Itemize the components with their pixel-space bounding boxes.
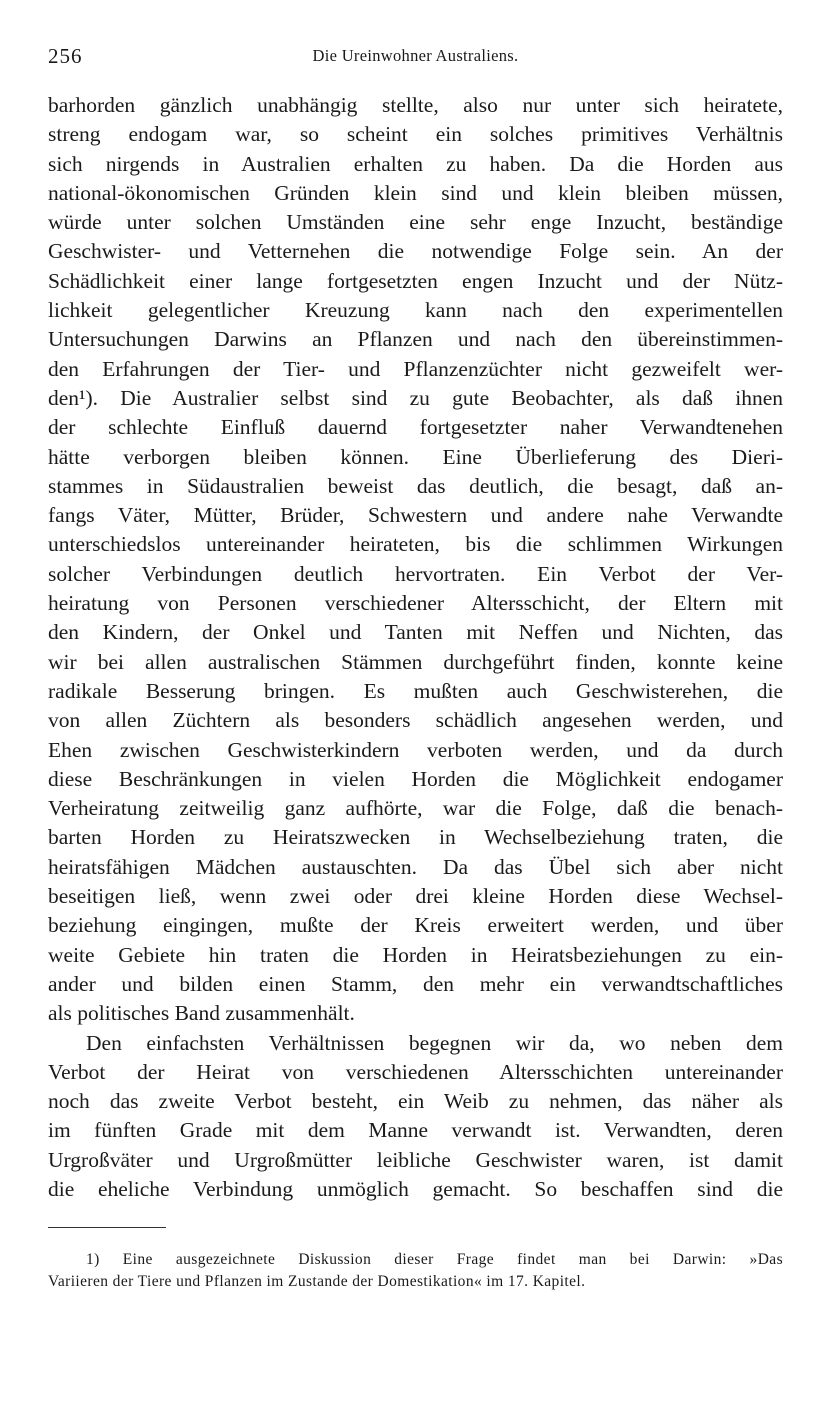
text-line: der schlechte Einfluß dauernd fortgesetzter naher Verwandtenehen — [48, 415, 783, 440]
text-line: unterschiedslos untereinander heirateten, bis die schlimmen Wirkungen — [48, 532, 783, 557]
text-line: stammes in Südaustralien beweist das deutlich, die besagt, daß an- — [48, 473, 783, 498]
footnote-line: Variieren der Tiere und Pflanzen im Zustande der Domestikation« im 17. Kapitel. — [48, 1273, 586, 1290]
page-header — [48, 44, 783, 72]
text-line: Urgroßväter und Urgroßmütter leibliche Geschwister waren, ist damit — [48, 1147, 783, 1172]
running-title: Die Ureinwohner Australiens. — [312, 46, 519, 65]
body-text — [48, 91, 783, 1204]
text-line: national-ökonomischen Gründen klein sind und klein bleiben müssen, — [48, 180, 783, 205]
text-line: hätte verborgen bleiben können. Eine Überlieferung des Dieri- — [48, 444, 783, 469]
text-line: Untersuchungen Darwins an Pflanzen und nach den übereinstimmen- — [48, 327, 783, 352]
text-line: radikale Besserung bringen. Es mußten auch Geschwisterehen, die — [48, 678, 783, 703]
page-number: 256 — [48, 44, 83, 68]
text-line: Ehen zwischen Geschwisterkindern verboten werden, und da durch — [48, 737, 783, 762]
footnote-divider — [48, 1227, 166, 1228]
text-line: im fünften Grade mit dem Manne verwandt ist. Verwandten, deren — [48, 1118, 783, 1143]
text-line: solcher Verbindungen deutlich hervortraten. Ein Verbot der Ver- — [48, 561, 783, 586]
text-line: noch das zweite Verbot besteht, ein Weib zu nehmen, das näher als — [48, 1089, 783, 1114]
text-line: heiratung von Personen verschiedener Altersschicht, der Eltern mit — [48, 591, 783, 616]
text-line: Verheiratung zeitweilig ganz aufhörte, war die Folge, daß die benach- — [48, 796, 783, 821]
text-line: den Erfahrungen der Tier- und Pflanzenzüchter nicht gezweifelt wer- — [48, 356, 783, 381]
text-line: die eheliche Verbindung unmöglich gemacht. So beschaffen sind die — [48, 1176, 783, 1201]
text-line: heiratsfähigen Mädchen austauschten. Da das Übel sich aber nicht — [48, 854, 783, 879]
text-line: weite Gebiete hin traten die Horden in Heiratsbeziehungen zu ein- — [48, 942, 783, 967]
text-line: den Kindern, der Onkel und Tanten mit Neffen und Nichten, das — [48, 620, 783, 645]
text-line: sich nirgends in Australien erhalten zu haben. Da die Horden aus — [48, 151, 783, 176]
text-line: beseitigen ließ, wenn zwei oder drei kleine Horden diese Wechsel- — [48, 884, 783, 909]
text-line: barhorden gänzlich unabhängig stellte, also nur unter sich heiratete, — [48, 93, 783, 117]
text-line: von allen Züchtern als besonders schädlich angesehen werden, und — [48, 708, 783, 733]
text-line: Verbot der Heirat von verschiedenen Altersschichten untereinander — [48, 1059, 783, 1084]
text-line: Schädlichkeit einer lange fortgesetzten engen Inzucht und der Nütz- — [48, 268, 783, 293]
paragraph-start-line: Den einfachsten Verhältnissen begegnen wir da, wo neben dem — [86, 1030, 783, 1055]
text-line: ander und bilden einen Stamm, den mehr ein verwandtschaftliches — [48, 971, 783, 996]
text-line: streng endogam war, so scheint ein solches primitives Verhältnis — [48, 122, 783, 147]
text-line: Geschwister- und Vetternehen die notwendige Folge sein. An der — [48, 239, 783, 264]
text-line: fangs Väter, Mütter, Brüder, Schwestern und andere nahe Verwandte — [48, 503, 783, 528]
text-line: beziehung eingingen, mußte der Kreis erweitert werden, und über — [48, 913, 783, 938]
text-line: den¹). Die Australier selbst sind zu gute Beobachter, als daß ihnen — [48, 385, 783, 410]
text-line: lichkeit gelegentlicher Kreuzung kann nach den experimentellen — [48, 298, 783, 323]
text-line: diese Beschränkungen in vielen Horden die Möglichkeit endogamer — [48, 766, 783, 791]
text-line: wir bei allen australischen Stämmen durchgeführt finden, konnte keine — [48, 649, 783, 674]
footnotes — [48, 1249, 783, 1293]
footnote-line: 1) Eine ausgezeichnete Diskussion dieser Frage findet man bei Darwin: »Das — [86, 1251, 783, 1268]
text-line: würde unter solchen Umständen eine sehr enge Inzucht, beständige — [48, 210, 783, 235]
paragraph-end-line: als politisches Band zusammenhält. — [48, 1001, 355, 1026]
text-line: barten Horden zu Heiratszwecken in Wechselbeziehung traten, die — [48, 825, 783, 850]
